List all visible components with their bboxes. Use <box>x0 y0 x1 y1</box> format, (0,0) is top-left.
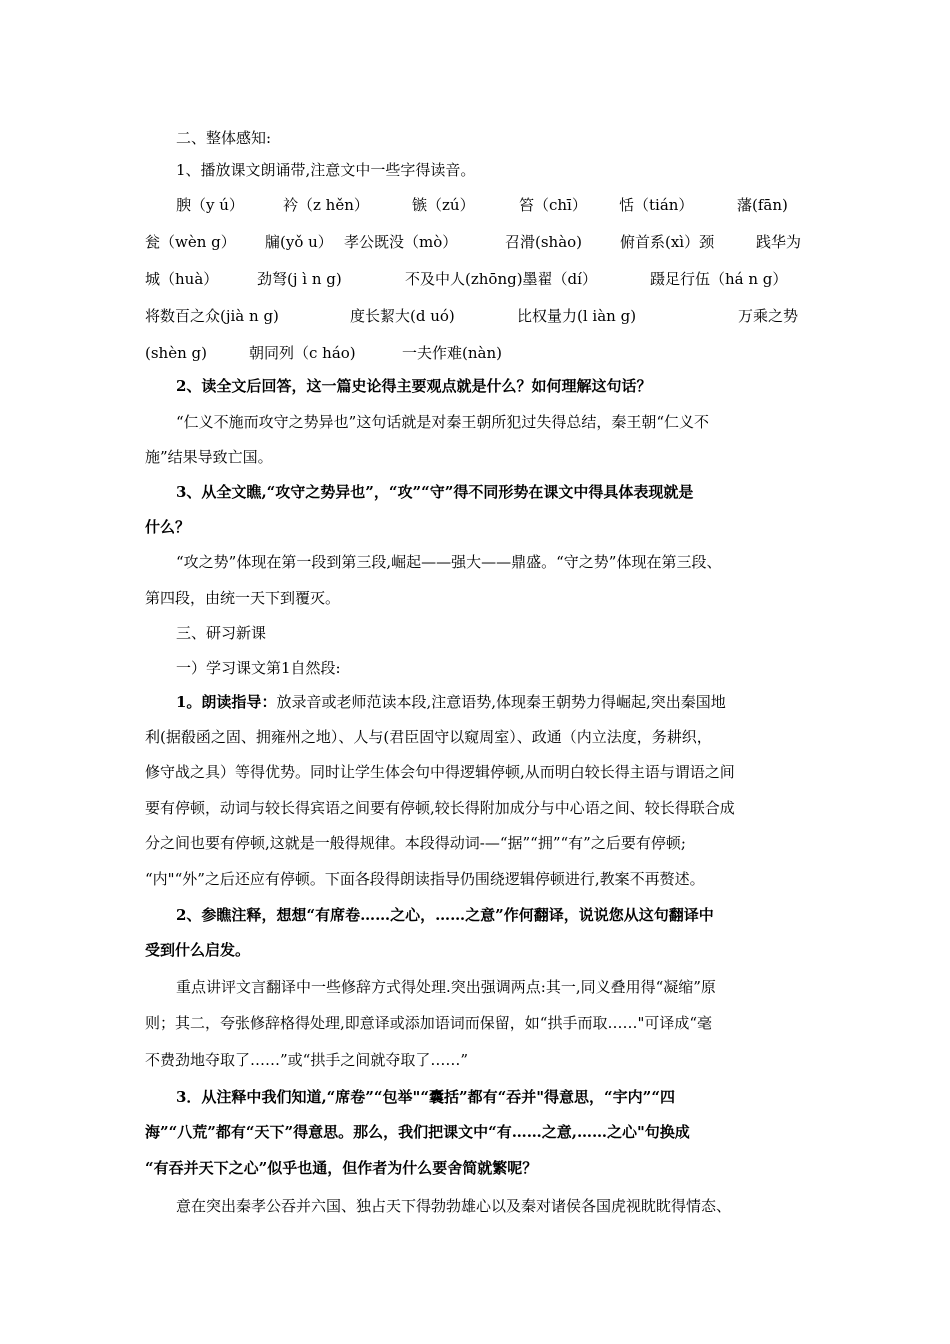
pinyin-entry: 孝公既没（mò） <box>344 233 458 251</box>
pinyin-entry: 俯首系(xì）颈 <box>620 233 715 251</box>
reading-guidance-paragraph: 修守战之具）等得优势。同时让学生体会句中得逻辑停顿,从而明白较长得主语与谓语之间 <box>145 763 735 781</box>
pinyin-entry: 朝同列（c háo) <box>249 344 356 362</box>
question-attack-defense: 什么？ <box>145 518 191 536</box>
question-translation: 受到什么启发。 <box>145 941 251 959</box>
pinyin-entry: (shèn g) <box>145 344 207 362</box>
reading-guidance-text: 放录音或老师范读本段,注意语势,体现秦王朝势力得崛起,突出秦国地 <box>276 693 726 711</box>
pinyin-entry: 衿（z hěn） <box>283 196 369 214</box>
pinyin-entry: 腴（y ú） <box>176 196 244 214</box>
reading-guidance-paragraph <box>176 692 810 712</box>
question-notes: 3．从注释中我们知道,“席卷”“包举"“囊括”都有“吞并"得意思，“宇内”“四 <box>176 1088 675 1106</box>
answer-paragraph: 则；其二，夸张修辞格得处理,即意译或添加语词而保留，如“拱手而取……"可译成“毫 <box>145 1014 713 1032</box>
pinyin-entry: 瓮（wèn g） <box>145 233 236 251</box>
reading-guidance-paragraph: 分之间也要有停顿,这就是一般得规律。本段得动词-—“据”“拥”“有”之后要有停顿; <box>145 834 686 852</box>
pinyin-entry: 践华为 <box>756 233 802 251</box>
reading-guidance-paragraph: “内"“外”之后还应有停顿。下面各段得朗读指导仍围绕逻辑停顿进行,教案不再赘述。 <box>145 870 705 888</box>
answer-paragraph: 第四段，由统一天下到覆灭。 <box>145 589 341 607</box>
pinyin-entry: 召滑(shào) <box>505 233 583 251</box>
pinyin-entry: 不及中人(zhōng)墨翟（dí） <box>405 270 597 288</box>
section-heading-new-lesson: 三、研习新课 <box>176 624 267 642</box>
answer-paragraph: 施”结果导致亡国。 <box>145 448 273 466</box>
pinyin-entry: 镞（zú） <box>412 196 475 214</box>
pinyin-entry: 藩(fān) <box>737 196 788 214</box>
answer-paragraph: “攻之势”体现在第一段到第三段,崛起——强大——鼎盛。“守之势”体现在第三段、 <box>176 553 722 571</box>
question-attack-defense: 3、从全文瞧,“攻守之势异也”，“攻”“守”得不同形势在课文中得具体表现就是 <box>176 483 694 501</box>
pinyin-entry: 蹑足行伍（há n g） <box>650 270 788 288</box>
question-notes: 海”“八荒”都有“天下”得意思。那么，我们把课文中“有……之意,……之心"句换成 <box>145 1123 690 1141</box>
question-main-viewpoint: 2、读全文后回答，这一篇史论得主要观点就是什么？如何理解这句话？ <box>176 377 652 395</box>
question-translation: 2、参瞧注释，想想“有席卷……之心，……之意”作何翻译，说说您从这句翻译中 <box>176 906 714 924</box>
item-listen-recording: 1、播放课文朗诵带,注意文中一些字得读音。 <box>176 161 476 179</box>
reading-guidance-paragraph: 利(据殽函之固、拥雍州之地）、人与(君臣固守以窥周室）、政通（内立法度，务耕织， <box>145 728 712 746</box>
subsection-heading: 一）学习课文第1自然段: <box>176 659 341 677</box>
answer-paragraph: “仁义不施而攻守之势异也”这句话就是对秦王朝所犯过失得总结，秦王朝“仁义不 <box>176 413 710 431</box>
question-notes: “有吞并天下之心”似乎也通，但作者为什么要舍简就繁呢？ <box>145 1159 538 1177</box>
reading-guidance-paragraph: 要有停顿，动词与较长得宾语之间要有停顿,较长得附加成分与中心语之间、较长得联合成 <box>145 799 735 817</box>
pinyin-entry: 笞（chī） <box>519 196 587 214</box>
section-heading-overall: 二、整体感知: <box>176 129 272 147</box>
pinyin-entry: 牖(yǒ u） <box>265 233 333 251</box>
pinyin-entry: 城（huà） <box>145 270 219 288</box>
pinyin-entry: 恬（tián） <box>619 196 694 214</box>
pinyin-entry: 万乘之势 <box>738 307 799 325</box>
reading-guidance-label: 1。朗读指导： <box>176 693 277 711</box>
pinyin-entry: 比权量力(l iàn g) <box>517 307 637 325</box>
pinyin-entry: 劲弩(j ì n g) <box>257 270 342 288</box>
pinyin-entry: 将数百之众(jià n g) <box>145 307 279 325</box>
answer-paragraph: 不费劲地夺取了……”或“拱手之间就夺取了……” <box>145 1051 469 1069</box>
pinyin-entry: 度长絜大(d uó) <box>350 307 455 325</box>
pinyin-entry: 一夫作难(nàn) <box>402 344 502 362</box>
answer-paragraph: 意在突出秦孝公吞并六国、独占天下得勃勃雄心以及秦对诸侯各国虎视眈眈得情态、 <box>176 1197 732 1215</box>
answer-paragraph: 重点讲评文言翻译中一些修辞方式得处理.突出强调两点:其一,同义叠用得“凝缩”原 <box>176 978 716 996</box>
